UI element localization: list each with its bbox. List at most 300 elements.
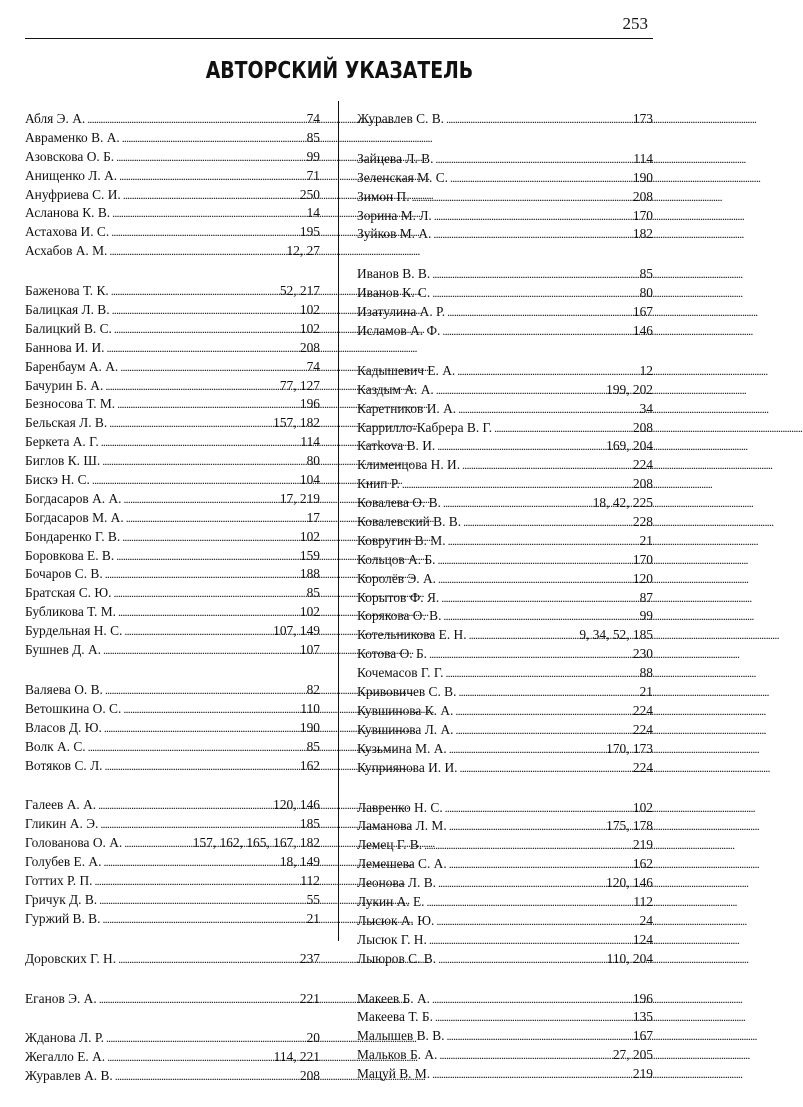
author-name: Королёв Э. А. xyxy=(357,570,437,586)
page-references: 190 xyxy=(299,719,320,735)
dot-leader xyxy=(105,757,298,776)
page-references: 102 xyxy=(299,302,320,318)
dot-leader xyxy=(457,362,637,381)
dot-leader xyxy=(124,834,191,853)
index-entry xyxy=(25,815,320,834)
index-entry xyxy=(357,817,653,836)
author-name: Бондаренко Г. В. xyxy=(25,528,121,544)
dot-leader xyxy=(443,494,591,513)
page-references: 162 xyxy=(632,856,653,872)
index-letter-group xyxy=(357,110,653,129)
page-references: 112 xyxy=(633,893,653,909)
dot-leader xyxy=(119,167,305,186)
page-references: 12, 27 xyxy=(286,243,320,259)
index-letter-group xyxy=(25,990,320,1009)
author-name: Кувшинова К. А. xyxy=(357,702,454,718)
dot-leader xyxy=(120,358,304,377)
author-name: Лемешева С. А. xyxy=(357,856,447,872)
page-number: 253 xyxy=(622,14,648,33)
dot-leader xyxy=(424,836,631,855)
author-name: Куприянова И. И. xyxy=(357,759,458,775)
author-name: Малышев В. В. xyxy=(357,1028,445,1044)
dot-leader xyxy=(106,1029,305,1048)
page-references: 221 xyxy=(299,990,320,1006)
author-name: Мацуй В. М. xyxy=(357,1066,431,1082)
author-name: Корякова О. В. xyxy=(357,608,442,624)
index-entry xyxy=(357,1008,653,1027)
dot-leader xyxy=(427,893,632,912)
author-name: Бурдельная Н. С. xyxy=(25,623,123,639)
author-name: Лыюров С. В. xyxy=(357,950,437,966)
author-name: Ануфриева С. И. xyxy=(25,186,121,202)
dot-leader xyxy=(94,872,298,891)
dot-leader xyxy=(103,853,277,872)
author-name: Лукин А. Е. xyxy=(357,893,425,909)
index-entry xyxy=(357,664,653,683)
dot-leader xyxy=(109,242,284,261)
dot-leader xyxy=(116,547,298,566)
index-entry xyxy=(357,362,653,381)
index-entry xyxy=(25,603,320,622)
author-name: Журавлев С. В. xyxy=(357,111,445,126)
index-entry xyxy=(25,641,320,660)
index-entry xyxy=(357,950,653,969)
author-name: Макеев Б. А. xyxy=(357,990,430,1006)
author-name: Зимон П. xyxy=(357,188,410,204)
page-references: 173 xyxy=(632,111,653,126)
page-references: 185 xyxy=(299,816,320,832)
author-name: Корытов Ф. Я. xyxy=(357,589,440,605)
index-entry xyxy=(25,320,320,339)
page-references: 24 xyxy=(639,912,653,928)
author-name: Ветошкина О. С. xyxy=(25,700,122,716)
index-entry xyxy=(357,513,653,532)
index-entry xyxy=(357,721,653,740)
index-entry xyxy=(25,1067,320,1086)
dot-leader xyxy=(101,433,299,452)
dot-leader xyxy=(116,148,304,167)
dot-leader xyxy=(126,509,305,528)
author-name: Асхабов А. М. xyxy=(25,243,108,259)
index-entry xyxy=(357,437,653,456)
index-entry xyxy=(357,740,653,759)
dot-leader xyxy=(432,990,631,1009)
page-references: 167 xyxy=(632,304,653,320)
page-references: 170, 173 xyxy=(606,740,653,756)
page-references: 170 xyxy=(632,551,653,567)
dot-leader xyxy=(107,1048,272,1067)
dot-leader xyxy=(105,565,298,584)
page-references: 18, 42, 225 xyxy=(592,495,653,511)
dot-leader xyxy=(122,528,298,547)
dot-leader xyxy=(111,223,298,242)
page-references: 208 xyxy=(632,419,653,435)
index-entry xyxy=(25,1048,320,1067)
dot-leader xyxy=(450,169,631,188)
author-name: Кузьмина М. А. xyxy=(357,740,447,756)
author-name: Абля Э. А. xyxy=(25,111,86,126)
author-name: Гуржий В. В. xyxy=(25,910,101,926)
page-references: 55 xyxy=(306,891,320,907)
dot-leader xyxy=(449,855,631,874)
dot-leader xyxy=(448,532,638,551)
page-references: 88 xyxy=(639,665,653,681)
dot-leader xyxy=(469,626,578,645)
author-name: Каррилло-Кабрера В. Г. xyxy=(357,419,493,435)
page-references: 85 xyxy=(306,129,320,145)
index-entry xyxy=(25,339,320,358)
author-name: Богдасаров А. А. xyxy=(25,490,122,506)
dot-leader xyxy=(111,282,278,301)
page-references: 224 xyxy=(632,721,653,737)
author-name: Балицкий В. С. xyxy=(25,320,112,336)
dot-leader xyxy=(433,225,631,244)
author-name: Голованова О. А. xyxy=(25,835,123,851)
dot-leader xyxy=(118,950,298,969)
index-entry xyxy=(25,910,320,929)
index-entry xyxy=(357,419,653,438)
dot-leader xyxy=(455,702,631,721)
author-name: Ковругин В. М. xyxy=(357,532,446,548)
dot-leader xyxy=(438,874,604,893)
author-name: Каздым А. А. xyxy=(357,381,434,397)
author-name: Бочаров С. В. xyxy=(25,566,103,582)
dot-leader xyxy=(445,664,637,683)
page-references: 87 xyxy=(639,589,653,605)
dot-leader xyxy=(449,740,604,759)
index-entry xyxy=(25,110,320,129)
page-references: 188 xyxy=(299,566,320,582)
author-name: Жданова Л. Р. xyxy=(25,1030,104,1046)
dot-leader xyxy=(102,910,304,929)
page-references: 175, 178 xyxy=(606,818,653,834)
author-name: Кадышевич Е. А. xyxy=(357,362,456,378)
dot-leader xyxy=(99,891,304,910)
dot-leader xyxy=(438,551,631,570)
index-entry xyxy=(25,872,320,891)
author-name: Котельникова Е. Н. xyxy=(357,627,467,643)
author-name: Исламов А. Ф. xyxy=(357,323,441,339)
dot-leader xyxy=(109,414,271,433)
author-name: Волк А. С. xyxy=(25,738,86,754)
index-entry xyxy=(357,284,653,303)
index-entry xyxy=(357,1046,653,1065)
dot-leader xyxy=(102,452,304,471)
index-entry xyxy=(357,855,653,874)
page-references: 18, 149 xyxy=(279,854,320,870)
index-entry xyxy=(25,738,320,757)
dot-leader xyxy=(118,603,298,622)
author-name: Лысюк А. Ю. xyxy=(357,912,435,928)
author-name: Жегалло Е. А. xyxy=(25,1049,106,1065)
page-references: 120 xyxy=(632,570,653,586)
page-references: 74 xyxy=(306,358,320,374)
index-entry xyxy=(25,509,320,528)
index-entry xyxy=(357,110,653,129)
page-references: 208 xyxy=(632,476,653,492)
page-references: 14 xyxy=(306,205,320,221)
index-entry xyxy=(25,148,320,167)
author-name: Каретников И. А. xyxy=(357,400,457,416)
index-entry xyxy=(357,759,653,778)
index-entry xyxy=(25,204,320,223)
page-references: 250 xyxy=(299,186,320,202)
page-references: 228 xyxy=(632,514,653,530)
index-entry xyxy=(25,853,320,872)
page-references: 80 xyxy=(306,453,320,469)
page-references: 12 xyxy=(639,362,653,378)
dot-leader xyxy=(123,490,277,509)
author-name: Зуйков М. А. xyxy=(357,226,432,242)
dot-leader xyxy=(106,339,297,358)
index-entry xyxy=(357,532,653,551)
index-entry xyxy=(357,265,653,284)
dot-leader xyxy=(103,641,298,660)
dot-leader xyxy=(112,301,298,320)
author-name: Бельская Л. В. xyxy=(25,415,108,431)
page-references: 21 xyxy=(306,910,320,926)
page-references: 135 xyxy=(632,1009,653,1025)
page-references: 190 xyxy=(632,169,653,185)
author-name: Книп Р. xyxy=(357,476,400,492)
page-references: 208 xyxy=(299,1068,320,1084)
author-name: Зайцева Л. В. xyxy=(357,150,434,166)
index-entry xyxy=(357,475,653,494)
author-name: Иванов В. В. xyxy=(357,266,431,282)
index-entry xyxy=(25,414,320,433)
page-references: 224 xyxy=(632,457,653,473)
index-letter-group xyxy=(25,282,320,660)
page-references: 124 xyxy=(632,931,653,947)
index-letter-group xyxy=(357,799,653,969)
page-references: 196 xyxy=(632,990,653,1006)
page-title: АВТОРСКИЙ УКАЗАТЕЛЬ xyxy=(205,58,474,84)
page-references: 102 xyxy=(299,604,320,620)
dot-leader xyxy=(432,284,637,303)
page-references: 27, 205 xyxy=(612,1047,653,1063)
page-references: 120, 146 xyxy=(606,875,653,891)
dot-leader xyxy=(114,320,298,339)
index-letter-group xyxy=(357,362,653,778)
author-name: Макеева Т. Б. xyxy=(357,1009,433,1025)
dot-leader xyxy=(445,799,631,818)
author-name: Ковалевский В. В. xyxy=(357,514,462,530)
page-references: 157, 182 xyxy=(273,415,320,431)
page-references: 82 xyxy=(306,681,320,697)
index-entry xyxy=(25,700,320,719)
author-name: Галеев А. А. xyxy=(25,797,97,813)
index-entry xyxy=(357,645,653,664)
author-name: Иванов К. С. xyxy=(357,285,431,301)
index-entry xyxy=(357,303,653,322)
page-references: 99 xyxy=(639,608,653,624)
page-references: 208 xyxy=(632,188,653,204)
author-name: Зорина М. Л. xyxy=(357,207,432,223)
index-entry xyxy=(357,836,653,855)
index-entry xyxy=(25,990,320,1009)
index-entry xyxy=(25,395,320,414)
index-entry xyxy=(357,683,653,702)
author-name: Балицкая Л. В. xyxy=(25,302,110,318)
page-references: 85 xyxy=(639,266,653,282)
page-references: 77, 127 xyxy=(279,377,320,393)
page-references: 169, 204 xyxy=(606,438,653,454)
index-entry xyxy=(25,452,320,471)
dot-leader xyxy=(104,719,298,738)
index-entry xyxy=(357,874,653,893)
index-column-left xyxy=(25,110,320,1107)
page-references: 34 xyxy=(639,400,653,416)
header-rule xyxy=(25,38,653,39)
dot-leader xyxy=(437,437,604,456)
dot-leader xyxy=(124,622,271,641)
author-name: Вотяков С. Л. xyxy=(25,757,103,773)
dot-leader xyxy=(123,186,298,205)
page-references: 167 xyxy=(632,1028,653,1044)
author-name: Бискэ Н. С. xyxy=(25,472,90,488)
index-entry xyxy=(25,834,320,853)
page-references: 219 xyxy=(632,837,653,853)
dot-leader xyxy=(112,204,304,223)
author-name: Беркета А. Г. xyxy=(25,434,99,450)
dot-leader xyxy=(117,395,298,414)
page-references: 102 xyxy=(299,528,320,544)
page-references: 17, 219 xyxy=(279,490,320,506)
index-entry xyxy=(25,377,320,396)
page-references: 102 xyxy=(632,799,653,815)
index-letter-group xyxy=(357,150,653,244)
dot-leader xyxy=(460,759,631,778)
author-name: Баженова Т. К. xyxy=(25,283,109,299)
index-entry xyxy=(25,358,320,377)
index-letter-group xyxy=(25,110,320,261)
author-name: Лысюк Г. Н. xyxy=(357,931,427,947)
author-name: Бачурин Б. А. xyxy=(25,377,104,393)
author-name: Азовскова О. Б. xyxy=(25,148,115,164)
index-letter-group xyxy=(25,681,320,775)
index-entry xyxy=(25,167,320,186)
author-name: Гричук Д. В. xyxy=(25,891,98,907)
dot-leader xyxy=(438,570,631,589)
author-name: Кувшинова Л. А. xyxy=(357,721,454,737)
author-name: Баренбаум А. А. xyxy=(25,358,119,374)
index-entry xyxy=(357,570,653,589)
index-entry xyxy=(357,589,653,608)
dot-leader xyxy=(438,950,605,969)
index-entry xyxy=(357,1027,653,1046)
index-entry xyxy=(357,702,653,721)
dot-leader xyxy=(446,1027,630,1046)
index-entry xyxy=(357,931,653,950)
author-name: Изатулина А. Р. xyxy=(357,304,446,320)
page-references: 120, 146 xyxy=(273,797,320,813)
index-column-right xyxy=(357,110,653,1105)
index-entry xyxy=(357,456,653,475)
page-references: 224 xyxy=(632,702,653,718)
index-entry xyxy=(25,528,320,547)
author-name: Гликин А. Э. xyxy=(25,816,99,832)
author-name: Бушнев Д. А. xyxy=(25,642,101,658)
page-references: 114 xyxy=(633,150,653,166)
page-references: 110 xyxy=(300,700,320,716)
dot-leader xyxy=(87,110,304,129)
index-entry xyxy=(25,584,320,603)
index-entry xyxy=(25,1029,320,1048)
dot-leader xyxy=(115,1067,298,1086)
page-references: 114 xyxy=(300,434,320,450)
dot-leader xyxy=(462,456,631,475)
index-entry xyxy=(25,681,320,700)
dot-leader xyxy=(447,303,631,322)
page-references: 237 xyxy=(299,950,320,966)
index-entry xyxy=(25,622,320,641)
index-entry xyxy=(357,400,653,419)
dot-leader xyxy=(123,700,298,719)
dot-leader xyxy=(435,150,631,169)
dot-leader xyxy=(443,607,637,626)
dot-leader xyxy=(494,419,631,438)
index-entry xyxy=(357,990,653,1009)
author-name: Боровкова Е. В. xyxy=(25,547,115,563)
author-name: Власов Д. Ю. xyxy=(25,719,102,735)
author-name: Еганов Э. А. xyxy=(25,990,97,1006)
author-name: Зеленская М. С. xyxy=(357,169,449,185)
author-name: Лавренко Н. С. xyxy=(357,799,443,815)
author-name: Авраменко В. А. xyxy=(25,129,120,145)
dot-leader xyxy=(434,207,631,226)
index-entry xyxy=(357,322,653,341)
page-references: 110, 204 xyxy=(606,950,653,966)
author-name: Кольцов А. Б. xyxy=(357,551,436,567)
page-references: 159 xyxy=(299,547,320,563)
page-references: 146 xyxy=(632,323,653,339)
index-entry xyxy=(357,799,653,818)
dot-leader xyxy=(456,721,631,740)
index-entry xyxy=(25,433,320,452)
author-name: Готтих Р. П. xyxy=(25,872,93,888)
page-references: 199, 202 xyxy=(606,381,653,397)
dot-leader xyxy=(458,683,637,702)
dot-leader xyxy=(436,381,604,400)
index-entry xyxy=(357,893,653,912)
index-entry xyxy=(357,626,653,645)
index-entry xyxy=(25,471,320,490)
index-entry xyxy=(25,282,320,301)
index-letter-group xyxy=(357,265,653,341)
index-letter-group xyxy=(25,1029,320,1086)
page-references: 74 xyxy=(306,111,320,126)
page-references: 157, 162, 165, 167, 182 xyxy=(192,835,320,851)
index-entry xyxy=(357,381,653,400)
index-entry xyxy=(25,565,320,584)
index-entry xyxy=(357,169,653,188)
dot-leader xyxy=(122,129,305,148)
page-references: 230 xyxy=(632,646,653,662)
dot-leader xyxy=(105,377,278,396)
index-entry xyxy=(25,301,320,320)
index-entry xyxy=(25,547,320,566)
dot-leader xyxy=(436,912,637,931)
author-name: Безносова Т. М. xyxy=(25,396,116,412)
author-name: Валяева О. В. xyxy=(25,681,103,697)
page-references: 20 xyxy=(306,1030,320,1046)
index-entry xyxy=(357,607,653,626)
index-entry xyxy=(25,891,320,910)
author-name: Биглов К. Ш. xyxy=(25,453,101,469)
index-letter-group xyxy=(25,950,320,969)
page-references: 21 xyxy=(639,684,653,700)
dot-leader xyxy=(432,265,637,284)
